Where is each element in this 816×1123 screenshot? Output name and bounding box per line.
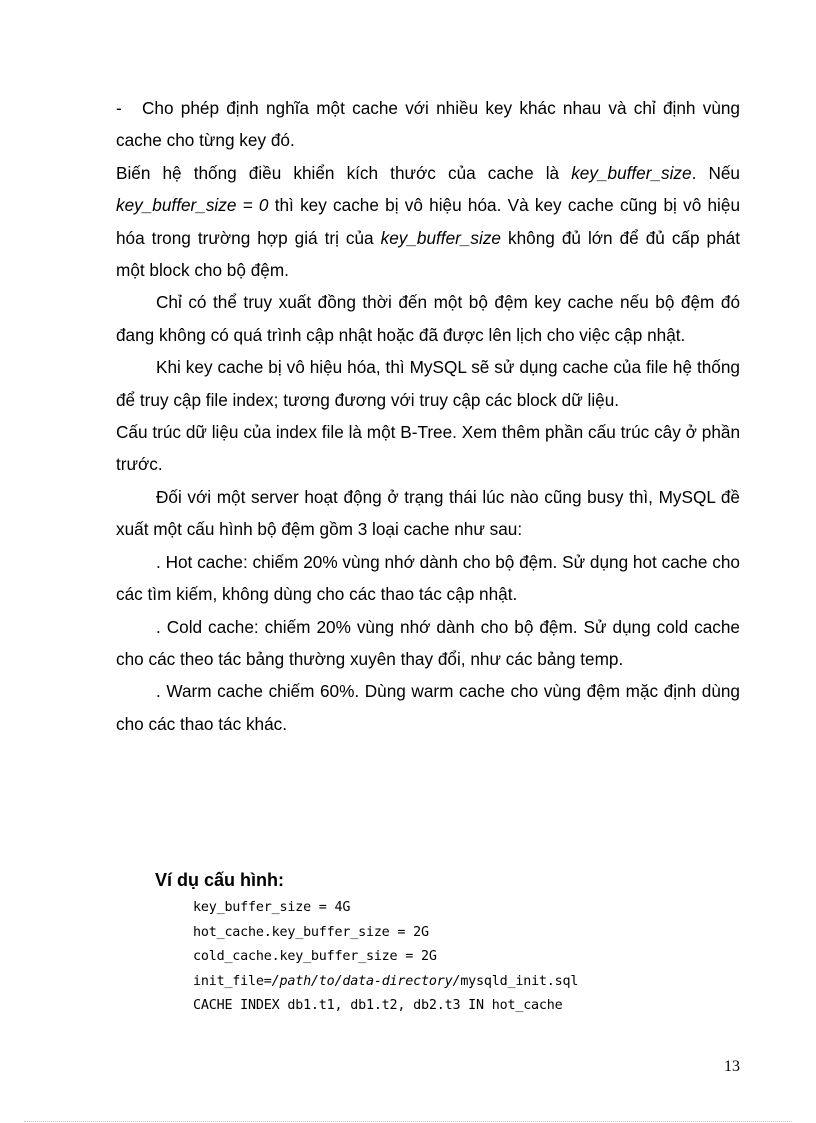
variable-name: key_buffer_size (380, 227, 501, 248)
code-path-placeholder: /path/to/data-directory/ (271, 973, 461, 989)
text-run: thì key cache bị vô hiệu hóa. Và key cache cũng bị vô hiệu hóa trong trường hợp giá trị của (116, 195, 740, 248)
text-run: . Nếu (691, 162, 740, 183)
paragraph-cache-disabled: Khi key cache bị vô hiệu hóa, thì MySQL sẽ sử dụng cache của file hệ thống để truy cập file index; tương đương với truy cập các block dữ liệu. (116, 357, 740, 410)
body-text (116, 92, 740, 740)
text-run: Biến hệ thống điều khiển kích thước của cache là (116, 162, 572, 183)
code-line: CACHE INDEX db1.t1, db1.t2, db2.t3 IN hot_cache (193, 998, 563, 1014)
code-line: cold_cache.key_buffer_size = 2G (193, 949, 437, 965)
bullet-text: Cho phép định nghĩa một cache với nhiều key khác nhau và chỉ định vùng cache cho từng key đó. (116, 98, 740, 151)
code-segment: init_file= (193, 973, 272, 989)
paragraph-cold-cache: . Cold cache: chiếm 20% vùng nhớ dành cho bộ đệm. Sử dụng cold cache cho các theo tác bảng thường xuyên thay đổi, như các bảng temp. (116, 616, 740, 669)
paragraph-warm-cache: . Warm cache chiếm 60%. Dùng warm cache cho vùng đệm mặc định dùng cho các thao tác khác. (116, 681, 740, 734)
config-example (155, 866, 715, 1019)
page-number: 13 (724, 1058, 740, 1075)
code-line (193, 970, 715, 995)
config-code-block (193, 896, 715, 1019)
paragraph-key-buffer (116, 157, 740, 287)
paragraph-concurrent-access: Chỉ có thể truy xuất đồng thời đến một bộ đệm key cache nếu bộ đệm đó đang không có quá trình cập nhật hoặc đã được lên lịch cho việc cập nhật. (116, 292, 740, 345)
paragraph-btree: Cấu trúc dữ liệu của index file là một B-Tree. Xem thêm phần cấu trúc cây ở phần trước. (116, 422, 740, 475)
variable-expression: key_buffer_size = 0 (116, 195, 269, 216)
example-heading: Ví dụ cấu hình: (155, 870, 284, 890)
variable-name: key_buffer_size (571, 162, 692, 183)
code-line: hot_cache.key_buffer_size = 2G (193, 924, 429, 940)
footer-divider (24, 1121, 792, 1122)
paragraph-hot-cache: . Hot cache: chiếm 20% vùng nhớ dành cho bộ đệm. Sử dụng hot cache cho các tìm kiếm, không dùng cho các thao tác cập nhật. (116, 551, 740, 605)
code-line: key_buffer_size = 4G (193, 900, 351, 915)
dash-marker: - (116, 98, 122, 118)
code-segment: mysqld_init.sql (460, 973, 579, 989)
bullet-paragraph (116, 92, 740, 157)
paragraph-busy-server: Đối với một server hoạt động ở trạng thái lúc nào cũng busy thì, MySQL đề xuất một cấu hình bộ đệm gồm 3 loại cache như sau: (116, 486, 740, 540)
text-run: không đủ lớn để đủ cấp phát một block cho bộ đệm. (116, 227, 740, 281)
